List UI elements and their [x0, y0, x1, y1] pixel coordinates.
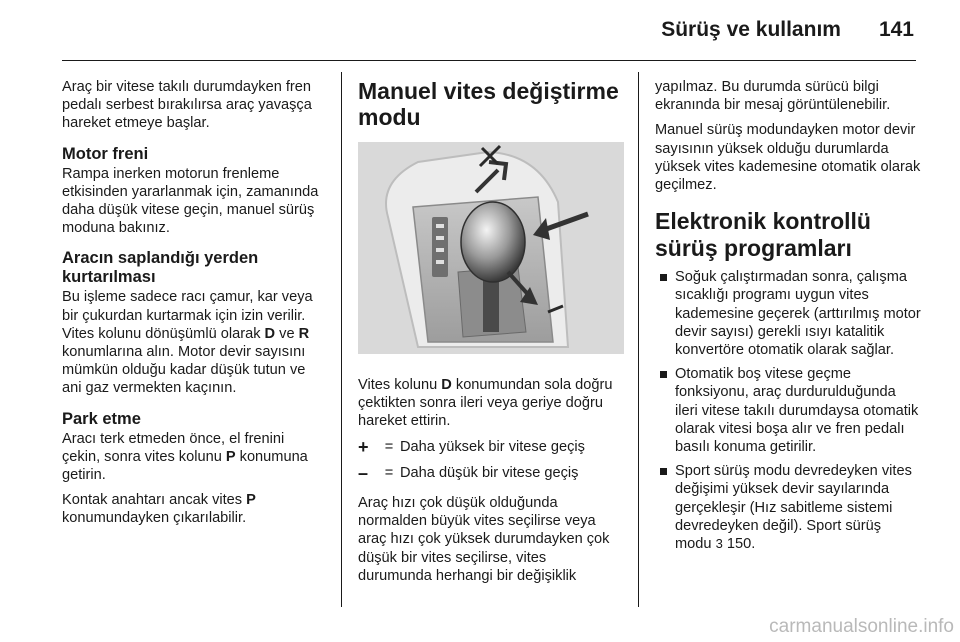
header-rule [62, 60, 916, 61]
header-title: Sürüş ve kullanım [661, 18, 841, 41]
heading-motor-freni: Motor freni [62, 144, 149, 163]
heading-elektronik-programlar: Elektronik kontrollü sürüş programları [655, 208, 871, 262]
legend-upshift: + = Daha yüksek bir vitese geçiş [358, 436, 585, 457]
page-ref[interactable]: 150. [722, 536, 756, 553]
list-item: Sport sürüş modu devredeyken vites değişimi yüksek devir sayılarında gerçekleşir (Hız sabitleme sistemi devredeyken değil). Sport sürüş modu 3 150. [655, 462, 921, 553]
intro-text: Araç bir vitese takılı durumdayken fren pedalı serbest bırakılırsa araç yavaşça hareket etmeye başlar. [62, 79, 312, 132]
kontak-text: Kontak anahtarı ancak vites P konumundayken çıkarılabilir. [62, 492, 256, 527]
column-divider-1 [341, 72, 342, 607]
bullet-icon [660, 274, 667, 281]
column-1 [62, 78, 324, 535]
column-2 [358, 78, 624, 592]
bullet-icon [660, 468, 667, 475]
watermark: carmanualsonline.info [769, 616, 954, 637]
legend-upshift-text: Daha yüksek bir vitese geçiş [400, 438, 585, 455]
manuel-vites-text: Vites kolunu D konumundan sola doğru çektikten sonra ileri veya geriye doğru hareket ettirin. [358, 377, 613, 430]
legend-downshift-text: Daha düşük bir vitese geçiş [400, 464, 579, 481]
page-number: 141 [878, 18, 914, 41]
list-item: Soğuk çalıştırmadan sonra, çalışma sıcaklığı programı uygun vites kademesine geçerek (arttırılmış motor devir sayısı) gerekli ısıyı katalitik konvertöre otomatik olarak sağlar. [655, 268, 921, 359]
program-list [655, 268, 921, 553]
park-text: Aracı terk etmeden önce, el frenini çekin, sonra vites kolunu P konumuna getirin. [62, 430, 308, 484]
legend-downshift: – = Daha düşük bir vitese geçiş [358, 462, 579, 483]
heading-kurtarma: Aracın saplandığı yerden kurtarılması [62, 249, 259, 287]
gear-shifter-image [358, 142, 624, 354]
page-ref-icon[interactable]: 3 [715, 536, 723, 552]
motor-freni-text: Rampa inerken motorun frenleme etkisinden yararlanmak için, zamanında daha düşük vitese geçin, manuel sürüş moduna bakınız. [62, 165, 319, 237]
warn-text: Araç hızı çok düşük olduğunda normalden büyük vites seçilirse veya araç hızı çok yüksek durumdayken çok düşük bir vites seçilirse, vites durumunda herhangi bir değişiklik [358, 495, 610, 584]
column-3 [655, 78, 921, 559]
heading-park-etme: Park etme [62, 409, 141, 428]
continuation-text: yapılmaz. Bu durumda sürücü bilgi ekranında bir mesaj görüntülenebilir. [655, 79, 891, 114]
minus-icon: – [358, 462, 369, 483]
column-divider-2 [638, 72, 639, 607]
manual-mode-text: Manuel sürüş modundayken motor devir sayısının yüksek olduğu durumlarda yüksek vites kademesine otomatik olarak geçilmez. [655, 122, 921, 194]
heading-manuel-vites: Manuel vites değiştirme modu [358, 78, 619, 130]
plus-icon: + [358, 436, 369, 457]
bullet-icon [660, 371, 667, 378]
kurtarma-text: Bu işleme sadece racı çamur, kar veya bir çukurdan kurtarmak için izin verilir. Vites kolunu dönüşümlü olarak D ve R konumlarına alın. Motor devir sayısını mümkün olduğu kadar düşük tutun ve ani gaz vermekten kaçının. [62, 289, 313, 397]
gear-shifter-illustration [358, 142, 624, 354]
page-header [661, 18, 914, 42]
list-item: Otomatik boş vitese geçme fonksiyonu, araç durdurulduğunda ileri vitese takılı durumdaysa otomatik olarak vitesi boşa alır ve fren pedalı basılı konuma getirilir. [655, 365, 921, 456]
